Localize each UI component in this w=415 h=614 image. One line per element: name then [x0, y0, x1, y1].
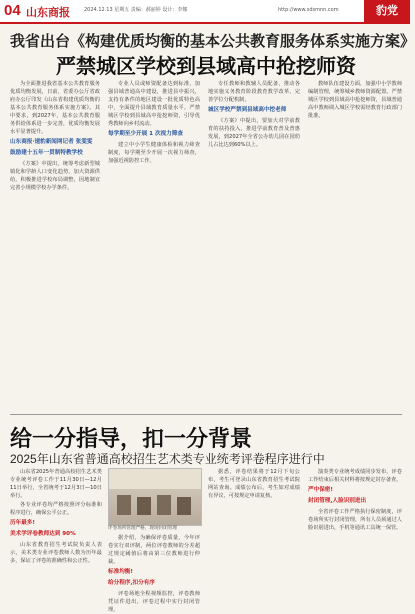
top-story-column-1: [10, 80, 100, 410]
paragraph: 建立中小学生健康体检和视力筛查制度，每学期至少开展一次视力筛查，加强近视防控工作。: [108, 142, 200, 164]
paragraph: 评卷场地全程视频监控，评卷教师凭证件进出，评卷过程中实行封闭管理。: [108, 591, 200, 613]
subheading: 每学期至少开展 1 次视力筛查: [108, 131, 183, 137]
page-number: 04: [4, 2, 21, 19]
photo-illustration: [109, 469, 201, 525]
divider: [10, 414, 402, 415]
subheading: 标准均衡!: [108, 569, 133, 575]
top-story-column-3: [208, 80, 300, 410]
second-story-column-3: [208, 468, 300, 598]
top-story-column-4: [308, 80, 402, 410]
section-badge: 豹党: [364, 0, 410, 22]
exam-hall-photo: [108, 468, 202, 526]
paragraph: 为全面推进我省基本公共教育服务优质均衡发展，日前，省委办公厅省政府办公厅印发《山东省构建优质均衡的基本公共教育服务体系实施方案》。其中要求，到2027年，基本公共教育服务供给体系进一步完善，优质均衡发展水平显著提升。: [10, 81, 100, 135]
top-story-headline: 严禁城区学校到县域高中抢挖师资: [56, 56, 356, 78]
subheading: 鼓励建十五年一贯制特教学校: [10, 150, 83, 156]
byline: 山东商报·速豹新闻网记者 张雯雯: [10, 139, 93, 145]
paragraph: 各专业评卷均严格按照评分标准和程序进行，确保公平公正。: [10, 502, 102, 516]
second-story-headline: 给一分指导，扣一分背景: [10, 426, 253, 451]
subheading: 封闭管理,人脸识别进出: [308, 498, 367, 504]
paper-name: 山东商报: [26, 6, 70, 19]
photo-caption: 评卷场所管理严格，现场封闭管理: [108, 526, 177, 531]
paragraph: 《方案》中提出，要加大对学前教育的扶持投入，推进学前教育普及普惠发展，到2027年全省公办幼儿园在园幼儿占比达到60%以上。: [208, 118, 300, 148]
paragraph: 据悉，评卷结果将于12月下旬公布，考生可登录山东省教育招生考试院网站查询。成绩公布后，考生如对成绩有异议，可按规定申请复核。: [208, 469, 300, 499]
second-story-subhead: 2025年山东省普通高校招生艺术类专业统考评卷程序进行中: [10, 452, 325, 466]
top-story-column-2: [108, 80, 200, 410]
second-story-column-4: [308, 468, 402, 598]
subheading: 城区学校严禁到县域高中挖老师: [208, 107, 287, 113]
top-story-kicker: 我省出台《构建优质均衡的基本公共教育服务体系实施方案》: [10, 34, 415, 50]
paragraph: 《方案》中提出，统筹考虑新型城镇化和学龄人口变化趋势，加大资源供给，积极推进学校布局调整，因地制宜完善小规模学校办学条件。: [10, 161, 100, 191]
second-story-column-1: [10, 468, 102, 598]
paragraph: 据介绍，为确保评卷质量，今年评卷实行双评制，两位评卷教师的分差超过规定阈值后将由第三位教师进行仲裁。: [108, 535, 200, 565]
paragraph: 专任教师和教辅人员配备，推动各地实施义务教育阶段教育教学改革，完善学位分配机制。: [208, 81, 300, 103]
paragraph: 教师队伍建设方面，加强中小学教师编制管理，统筹城乡教师资源配置。严禁城区学校到县域高中抢挖师资，县域普通高中教师调入城区学校需经教育行政部门批准。: [308, 81, 402, 119]
subheading: 美术学评卷教师达到 90%: [10, 531, 76, 537]
paragraph: 山东省2025年普通高校招生艺术类专业统考评卷工作于11月30日—12月11日举行，全省统考于12月3日—10日举行。: [10, 469, 102, 499]
paragraph: 山东省教育招生考试院负责人表示，美术类专业评卷教师人数为历年最多，保证了评卷的准确性和公正性。: [10, 542, 102, 564]
website-link[interactable]: http://www.sdsmnn.com: [278, 7, 339, 13]
subheading: 严中保密!: [308, 487, 333, 493]
subheading: 给分程序,扣分有序: [108, 580, 155, 586]
second-story-column-2: [108, 534, 200, 613]
subheading: 历年最多!: [10, 520, 35, 526]
paragraph: 专业人员或师资配备达到标准，加强县域普通高中建设，推进县中振兴，支持有条件的地区建设一批优质特色高中，全面提升县域教育质量水平。严禁城区学校到县域高中抢挖师资，引导优秀教师向乡村流动。: [108, 81, 200, 127]
paragraph: 全省评卷工作严格执行保密制度，评卷场所实行封闭管理，所有人员须通过人脸识别进出，手机等通讯工具统一保管。: [308, 509, 402, 531]
issue-meta: 2024.12.13 星期五 责编：郝丽婷 设计：李娜: [84, 7, 188, 13]
paragraph: 演奏类专业统考成绩同步发布，评卷工作结束后相关材料将按规定封存备查。: [308, 469, 402, 483]
masthead: [0, 0, 410, 24]
